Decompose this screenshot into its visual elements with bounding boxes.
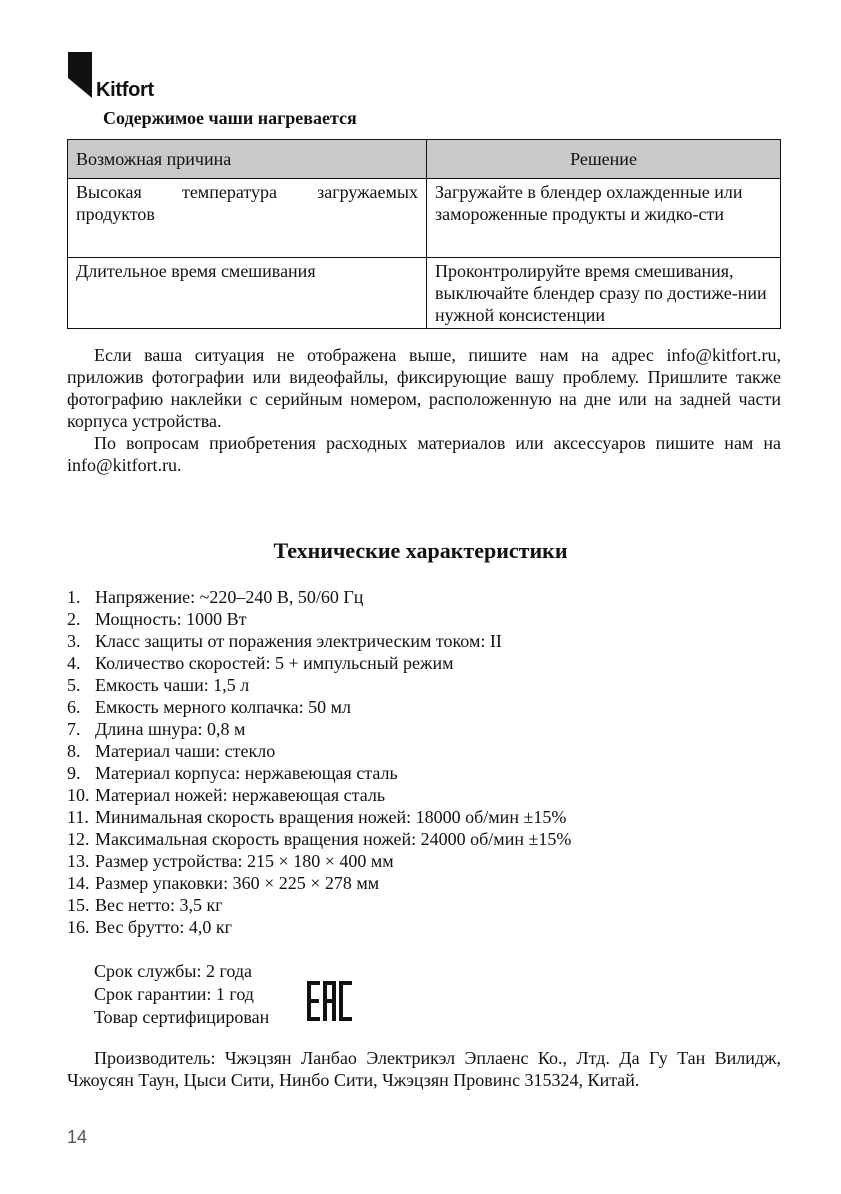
- list-item: [67, 674, 781, 696]
- spec-number: 16.: [67, 917, 90, 937]
- list-item: [67, 784, 781, 806]
- spec-text: Размер устройства: 215 × 180 × 400 мм: [95, 851, 394, 871]
- terms-block: [94, 960, 269, 1029]
- section-title: Содержимое чаши нагревается: [103, 108, 357, 128]
- spec-text: Материал ножей: нержавеющая сталь: [95, 785, 386, 805]
- specs-list: [67, 586, 781, 938]
- spec-text: Материал корпуса: нержавеющая сталь: [95, 763, 398, 783]
- spec-number: 11.: [67, 807, 89, 827]
- brand-logo: [68, 52, 168, 102]
- spec-text: Размер упаковки: 360 × 225 × 278 мм: [95, 873, 380, 893]
- list-item: [67, 652, 781, 674]
- spec-number: 13.: [67, 851, 90, 871]
- spec-number: 8.: [67, 741, 81, 761]
- spec-text: Емкость мерного колпачка: 50 мл: [95, 697, 352, 717]
- kitfort-logo-icon: [68, 52, 92, 98]
- spec-text: Длина шнура: 0,8 м: [95, 719, 246, 739]
- list-item: [67, 762, 781, 784]
- spec-text: Количество скоростей: 5 + импульсный режим: [95, 653, 454, 673]
- spec-text: Максимальная скорость вращения ножей: 24000 об/мин ±15%: [95, 829, 572, 849]
- spec-number: 14.: [67, 873, 90, 893]
- accessories-paragraph: По вопросам приобретения расходных материалов или аксессуаров пишите нам на info@kitfort.ru.: [67, 433, 781, 475]
- spec-number: 4.: [67, 653, 81, 673]
- list-item: [67, 608, 781, 630]
- spec-number: 2.: [67, 609, 81, 629]
- header-solution: Решение: [427, 140, 781, 179]
- troubleshooting-table: [67, 139, 781, 329]
- list-item: [67, 894, 781, 916]
- service-life: Срок службы: 2 года: [94, 961, 253, 981]
- list-item: [67, 850, 781, 872]
- list-item: [67, 740, 781, 762]
- spec-text: Вес брутто: 4,0 кг: [95, 917, 232, 937]
- table-row: [68, 258, 781, 329]
- spec-text: Напряжение: ~220–240 В, 50/60 Гц: [95, 587, 364, 607]
- spec-text: Минимальная скорость вращения ножей: 18000 об/мин ±15%: [95, 807, 567, 827]
- spec-number: 9.: [67, 763, 81, 783]
- solution-cell: Проконтролируйте время смешивания, выключайте блендер сразу по достиже-нии нужной консистенции: [427, 258, 781, 329]
- list-item: [67, 806, 781, 828]
- list-item: [67, 696, 781, 718]
- spec-text: Класс защиты от поражения электрическим током: II: [95, 631, 502, 651]
- spec-number: 6.: [67, 697, 81, 717]
- spec-number: 10.: [67, 785, 90, 805]
- list-item: [67, 916, 781, 938]
- specs-heading: Технические характеристики: [273, 538, 568, 563]
- spec-number: 5.: [67, 675, 81, 695]
- eac-mark-icon: [307, 981, 352, 1026]
- spec-text: Емкость чаши: 1,5 л: [95, 675, 250, 695]
- list-item: [67, 718, 781, 740]
- table-row: [68, 179, 781, 258]
- cause-cell: Высокая температура загружаемых продуктов: [68, 179, 427, 258]
- table-header-row: [68, 140, 781, 179]
- spec-number: 3.: [67, 631, 81, 651]
- spec-text: Материал чаши: стекло: [95, 741, 276, 761]
- warranty-period: Срок гарантии: 1 год: [94, 984, 254, 1004]
- page-number: 14: [67, 1127, 88, 1147]
- contact-paragraph: Если ваша ситуация не отображена выше, пишите нам на адрес info@kitfort.ru, приложив фотографии или видеофайлы, фиксирующие вашу проблему. Пришлите также фотографию наклейки с серийным номером, расположенную на дне или на задней части корпуса устройства.: [67, 345, 781, 431]
- manufacturer-info: Производитель: Чжэцзян Ланбао Электрикэл Эплаенс Ко., Лтд. Да Гу Тан Вилидж, Чжоусян Таун, Цыси Сити, Нинбо Сити, Чжэцзян Провинс 315324, Китай.: [67, 1048, 781, 1090]
- spec-number: 15.: [67, 895, 90, 915]
- solution-cell: Загружайте в блендер охлажденные или замороженные продукты и жидко-сти: [427, 179, 781, 258]
- brand-name: Kitfort: [96, 79, 154, 101]
- header-cause: Возможная причина: [68, 140, 427, 179]
- spec-number: 12.: [67, 829, 90, 849]
- spec-number: 7.: [67, 719, 81, 739]
- list-item: [67, 630, 781, 652]
- list-item: [67, 828, 781, 850]
- spec-text: Вес нетто: 3,5 кг: [95, 895, 223, 915]
- certification-note: Товар сертифицирован: [94, 1007, 270, 1027]
- list-item: [67, 872, 781, 894]
- spec-text: Мощность: 1000 Вт: [95, 609, 247, 629]
- cause-cell: Длительное время смешивания: [68, 258, 427, 329]
- spec-number: 1.: [67, 587, 81, 607]
- list-item: [67, 586, 781, 608]
